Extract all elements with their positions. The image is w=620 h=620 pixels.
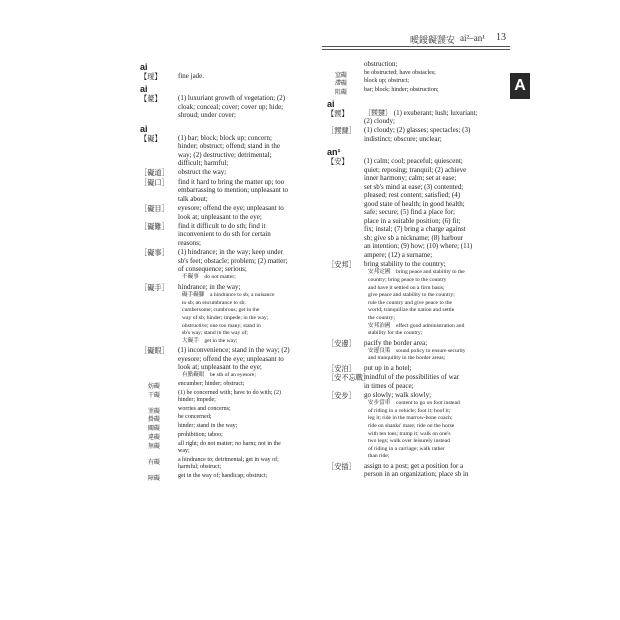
definition-line: get in the way of; handicap; obstruct; (178, 472, 268, 479)
definition-line: (2) cloudy; (364, 117, 395, 126)
example-line: ride on shanks' mare; ride on the horse (368, 423, 455, 429)
definition-line: sb's feet; obstacle; problem; (2) matter; (178, 256, 288, 265)
example-line: 不礙事 do not matter; (182, 274, 236, 281)
definition-line: fine jade. (178, 72, 205, 80)
header-rule-bottom (322, 49, 510, 50)
example-line: 大礙手 get in the way; (182, 337, 238, 344)
definition-line: be obstructed; have obstacles; (364, 69, 436, 76)
compound-headword: 阻礙 (335, 89, 348, 96)
entry-headword: ［安泊］ (327, 364, 356, 373)
definition-line: (1) inconvenience; stand in the way; (2) (178, 346, 290, 355)
pinyin-heading: an¹ (327, 147, 341, 158)
example-line: two legs; walk over leisurely instead (368, 438, 450, 445)
definition-line: set sb's mind at ease; (3) contented; (364, 182, 464, 191)
example-line: the country; (368, 314, 395, 321)
example-line: way of sb; hinder; impede; in the way; (182, 314, 269, 321)
entry-headword: ［安邦］ (327, 261, 356, 269)
definition-line: hinder; stand in the way; (178, 423, 238, 430)
entry-headword: ［安插］ (327, 462, 356, 471)
header-characters: 曖鑀礙靉安 (410, 35, 456, 45)
definition-line: look at; unpleasant to the eye; (178, 212, 262, 221)
example-line: rule the country and give peace to the (368, 299, 453, 306)
definition-line: inner harmony; calm; set at ease; (364, 174, 457, 183)
definition-line: bar; block; hinder; obstruction; (364, 86, 439, 93)
definition-line: of consequence; serious; (178, 265, 247, 274)
compound-headword: 違礙 (148, 434, 161, 441)
definition-line: sb; give sb a nickname; (8) harbour (364, 233, 464, 242)
entry-headword: ［安邊］ (327, 339, 356, 348)
definition-line: be concerned; (178, 414, 212, 421)
entry-headword: ［礙眼］ (140, 347, 169, 356)
compound-headword: 關礙 (148, 426, 161, 433)
definition-line: (1) calm; cool; peaceful; quiescent; (364, 157, 463, 166)
entry-headword: ［靉靆］ (327, 127, 356, 136)
definition-line: all right; do not matter; no harm; not in the (178, 440, 281, 447)
definition-line: find it hard to bring the matter up; too (178, 177, 285, 186)
definition-line: mindful of the possibilities of war (364, 373, 460, 382)
definition-line: shroud; under cover; (178, 111, 236, 120)
example-line: with ten toes; tramp it; walk on one's (368, 430, 451, 437)
entry-headword: ［礙難］ (140, 222, 169, 231)
definition-line: obstruct the way; (178, 168, 227, 177)
example-line: 安邦定國 bring peace and stability to the (368, 269, 465, 276)
section-tab-letter: A (510, 73, 530, 99)
definition-line: look at; unpleasant to the eye; (178, 363, 262, 372)
definition-line: find it difficult to do sth; find it (178, 221, 266, 230)
definition-line: (1) bar; block; block up; concern; (178, 133, 272, 142)
header-rule-top (322, 46, 510, 47)
definition-line: eyesore; offend the eye; unpleasant to (178, 204, 284, 212)
example-line: 安步當車 content to go on foot instead (368, 400, 460, 407)
definition-line: pacify the border area; (364, 338, 428, 347)
continued-definition: obstruction; (364, 60, 398, 68)
example-line: 安邊良策 sound policy to ensure security (368, 347, 466, 354)
definition-line: embarrassing to mention; unpleasant to (178, 186, 289, 195)
definition-line: go slowly; walk slowly; (364, 390, 432, 399)
example-line: 安邦治國 effect good administration and (368, 322, 465, 329)
definition-line: safe; secure; (5) find a place for; (364, 208, 455, 217)
definition-line: difficult; harmful; (178, 159, 229, 168)
example-line: give peace and stability to the country; (368, 292, 455, 299)
definition-line: an intention; (9) how; (10) where; (11) (364, 242, 473, 251)
compound-headword: 掛礙 (148, 417, 161, 424)
definition-line: block up; obstruct; (364, 78, 409, 85)
entry-headword: 【薆】 (140, 95, 162, 104)
entry-headword: ［礙道］ (140, 169, 169, 178)
header-range: ai²–an¹ (460, 33, 485, 43)
entry-headword: ［礙手］ (140, 283, 169, 292)
definition-line: way; (178, 448, 190, 454)
definition-line: prohibition; taboo; (178, 431, 223, 438)
definition-line: a hindrance to; detrimental; get in way of; (178, 456, 279, 463)
compound-headword: 妨礙 (148, 383, 161, 390)
example-line: than ride; (368, 453, 390, 460)
compound-headword: 滯礙 (335, 81, 348, 88)
definition-line: person in an organization; place sb in (364, 470, 469, 479)
compound-headword: 干礙 (148, 392, 161, 399)
example-line: cumbersome; cumbrous; get in the (182, 307, 260, 314)
entry-headword: 【璦】 (140, 73, 162, 81)
definition-line: assign to a post; get a position for a (364, 461, 464, 470)
definition-line: pleased; rest content; satisfied; (4) (364, 191, 461, 200)
pinyin-heading: ai (140, 123, 148, 134)
definition-line: (1) cloudy; (2) glasses; spectacles; (3) (364, 126, 471, 135)
definition-line: (1) luxuriant growth of vegetation; (2) (178, 94, 286, 103)
example-line: sb's way; stand in the way of; (182, 330, 248, 337)
definition-line: cloak; conceal; cover; cover up; hide; (178, 102, 284, 111)
example-line: and have it settled on a firm basis; (368, 284, 445, 291)
example-line: 礙手礙腳 a hindrance to sb; a nuisance (182, 292, 275, 299)
definition-line: worries and concerns; (178, 405, 231, 412)
definition-line: hinder; obstruct; offend; stand in the (178, 142, 280, 151)
definition-line: reasons; (178, 238, 201, 247)
compound-headword: 無礙 (148, 443, 161, 450)
definition-line: (1) be concerned with; have to do with; (2) (178, 389, 281, 396)
definition-line: talk about; (178, 194, 208, 203)
definition-line: way; (2) destructive; detrimental; (178, 150, 272, 159)
entry-headword: 【靉】 (327, 109, 349, 118)
definition-line: ampere; (12) a surname; (364, 250, 433, 259)
definition-line: fix; instal; (7) bring a charge against (364, 225, 466, 234)
example-line: to sb; an encumbrance to sb; (182, 299, 246, 306)
definition-line: bring stability to the country; (364, 260, 446, 268)
example-line: obstructive; one too many; stand in (182, 322, 261, 329)
pinyin-heading: ai (140, 62, 148, 72)
example-line: 有點礙眼 be sth of an eyesore; (182, 372, 256, 379)
compound-headword: 障礙 (148, 475, 161, 482)
definition-line: inconvenient to do sth for certain (178, 230, 271, 239)
definition-line: place in a suitable position; (6) fit; (364, 216, 461, 225)
definition-line: hindrance; in the way; (178, 282, 241, 291)
example-line: world; tranquilize the nation and settle (368, 307, 455, 314)
compound-headword: 窒礙 (335, 72, 348, 79)
pinyin-heading: ai (327, 98, 335, 109)
entry-headword: 【安】 (327, 158, 349, 167)
example-line: and tranquility in the border areas; (368, 355, 446, 362)
example-line: country; bring peace to the country (368, 276, 447, 283)
definition-line: hinder; impede; (178, 397, 216, 403)
definition-line: (1) hindrance; in the way; keep under (178, 248, 283, 257)
compound-headword: 有礙 (148, 459, 161, 466)
entry-headword: ［礙事］ (140, 249, 169, 258)
definition-line: good state of health; in good health; (364, 199, 465, 208)
entry-headword: ［安不忘戰］ (327, 374, 371, 383)
entry-headword: 【礙】 (140, 134, 162, 143)
definition-line: quiet; reposing; tranquil; (2) achieve (364, 165, 467, 174)
example-line: of riding in a carriage; walk rather (368, 445, 445, 452)
definition-line: harmful; obstruct; (178, 464, 222, 471)
entry-headword: ［礙口］ (140, 178, 169, 187)
definition-line: put up in a hotel; (364, 363, 412, 372)
entry-headword: ［安步］ (327, 391, 356, 400)
definition-line: eyesore; offend the eye; unpleasant to (178, 354, 284, 363)
example-line: of riding in a vehicle; foot it; hoof it; (368, 407, 451, 414)
page-number: 13 (496, 32, 506, 43)
example-line: stability for the country; (368, 330, 423, 337)
definition-line: indistinct; obscure; unclear; (364, 134, 442, 143)
definition-line: encumber; hinder; obstruct; (178, 380, 245, 387)
definition-line: in times of peace; (364, 381, 414, 390)
definition-line: ［靉靆］ (1) exuberant; lush; luxuriant; (364, 108, 478, 117)
example-line: leg it; ride in the marrow-bone coach; (368, 415, 453, 422)
entry-headword: ［礙目］ (140, 205, 169, 213)
compound-headword: 罣礙 (148, 408, 161, 415)
pinyin-heading: ai (140, 84, 148, 95)
